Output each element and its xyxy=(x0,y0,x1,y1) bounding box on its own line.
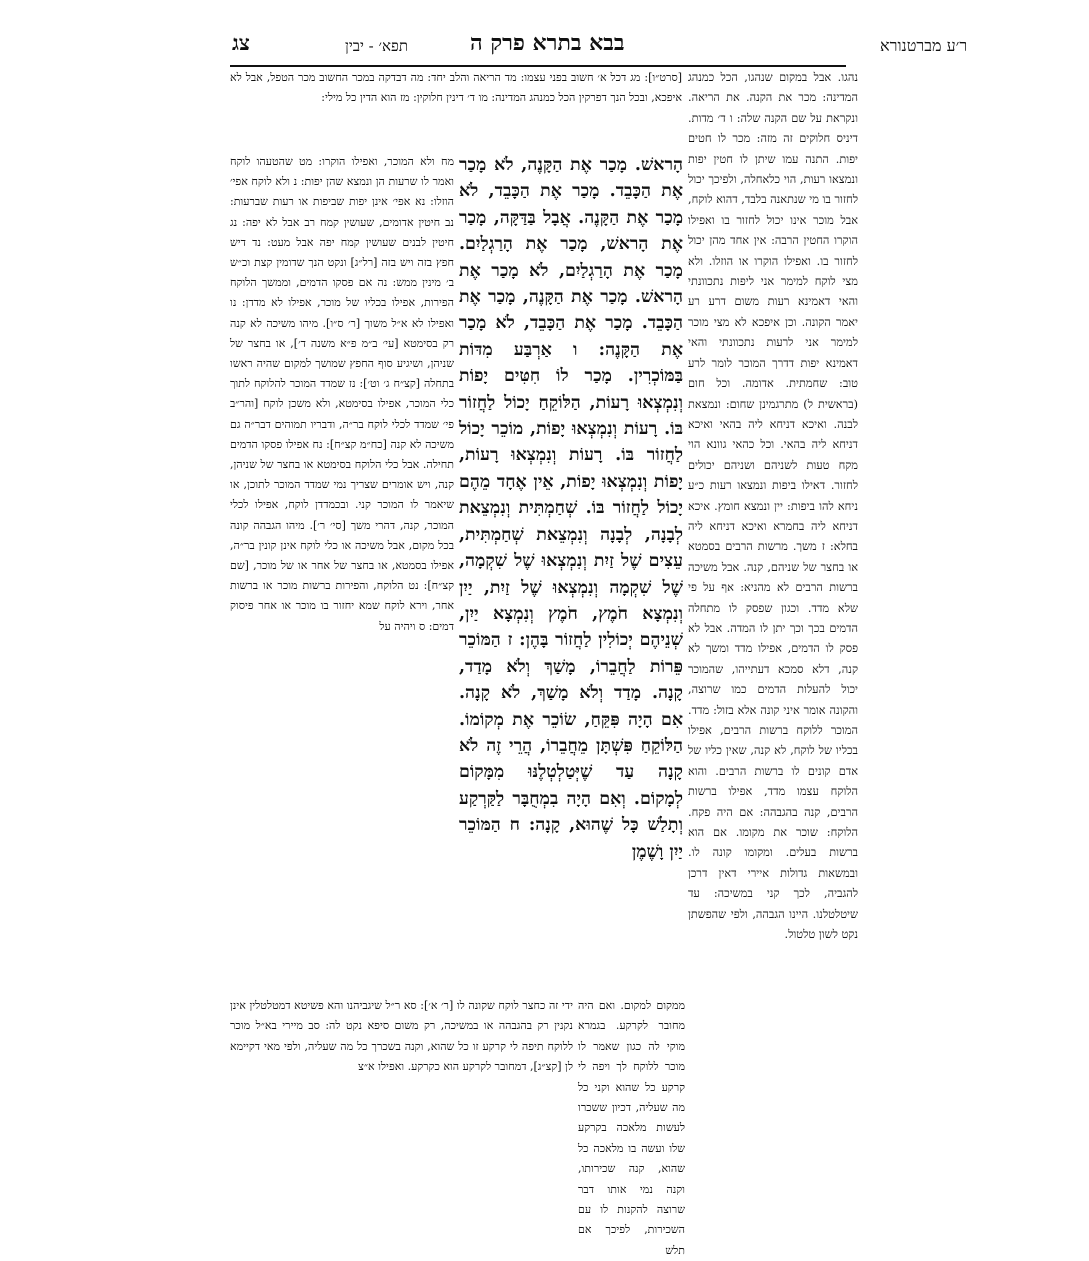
bottom-left-text: ידי זה כחצר לוקח שקונה לו [ר׳ א׳]: סא ר״ל שיגביהנו והא פשיטא דמטלטלין אינן נקנין רק בהגבהה או במשיכה, רק משום סיפא נקט לה: סב מיירי בא״ל מוכר ללוקח תיפה לי קרקע זו כל שהוא, וקנה בשכרך כל מה שעליה, ולפי מאי דקיימא לן [קצ״ג], דמחובר לקרקע הוא כקרקע. ואפילו א״צ xyxy=(230,999,573,1074)
line-range: תפא׳ - יבין xyxy=(345,37,408,55)
bartenura-text: נהגו. אבל במקום שנהגו, הכל כמנהג המדינה: מכר את הקנה. את הריאה. ונקראת על שם הקנה שלה: ו ד׳ מדות. דיניס חלוקים זה מזה: מכר לו חטים יפות. התנה עמו שיתן לו חטין יפות ונמצאו רעות, הוי כלאחלה, ולפיכך יכול לחזור בו מי שנתאנה בלבד, דהוא לוקח, אבל מוכר אינו יכול לחזור בו ואפילו הוקרו החטין הרבה: אין אחד מהן יכול לחזור בו. ואפילו הוקרו או הוזלו. ולא מצי לוקח למימר אני ליפות נתכוונתי והאי דאמינא רעות משום דרע רע יאמר הקונה. וכן איפכא לא מצי מוכר למימר אני לרעות נתכוונתי והאי דאמינא יפות דדרך המוכר לומר לרע טוב: שחמתית. אדומה. וכל חום (בראשית ל) מתרגמינן שחום: ונמצאת לבנה. ואיכא דניחא ליה בהאי ואיכא דניחא ליה בהאי. וכל כהאי גוונא הוי מקח טעות לשניהם ושניהם יכולים לחזור. דאילו ביפות ונמצאו רעות כ״ע ניחא להו ביפות: יין ונמצא חומץ. איכא דניחא ליה בחמרא ואיכא דניחא ליה בחלא: ז משך. מרשות הרבים בסמטא או בחצר של שניהם, קנה. אבל משיכה ברשות הרבים לא מהניא: אף על פי שלא מדד. וכגון שפסק לו מתחלה הדמים בכך וכך יתן לו המדה. אבל לא פסק לו הדמים, אפילו מדד ומשך לא קנה, דלא סמכא דעתייהו, שהמוכר יכול להעלות הדמים כמו שרוצה, והקונה אומר איני קונה אלא בזול: מדד. המוכר ללוקח ברשות הרבים, אפילו בכליו של לוקח, לא קנה, שאין כליו של אדם קונים לו ברשות הרבים. והוא הלוקח עצמו מדד, אפילו ברשות הרבים, קנה בהגבהה: אם היה פקח. הלוקח: שוכר את מקומו. אם הוא ברשות בעלים. ומקומו קונה לו. ובמשאות גדולות איירי דאין דרכן להגביה, לכך קני במשיכה: עד שיטלטלנו. היינו הגבהה, ולפי שהפשתן נקט לשון טלטול. xyxy=(688,71,858,942)
bottom-left-commentary xyxy=(230,996,573,1188)
mishnah-text: הָראשׁ. מָכַר אֶת הַקָּנֶה, לֹא מָכַר אֶת הַכָּבֵד. מָכַר אֶת הַכָּבֵד, לֹא מָכַר אֶת הַקָּנֶה. אֲבָל בַּדַּקָּה, מָכַר אֶת הָראשׁ, מָכַר אֶת הָרַגְלַיִם. מָכַר אֶת הָרַגְלַיִם, לֹא מָכַר אֶת הָראשׁ. מָכַר אֶת הַקָּנֶה, מָכַר אֶת הַכָּבֵד. מָכַר אֶת הַכָּבֵד, לֹא מָכַר אֶת הַקָּנֶה: ו אַרְבַּע מִדּוֹת בַּמּוֹכְרִין. מָכַר לוֹ חִטִּים יָפוֹת וְנִמְצְאוּ רָעוֹת, הַלּוֹקֵחַ יָכוֹל לַחֲזוֹר בּוֹ. רָעוֹת וְנִמְצְאוּ יָפוֹת, מוֹכֵר יָכוֹל לַחֲזוֹר בּוֹ. רָעוֹת וְנִמְצְאוּ רָעוֹת, יָפוֹת וְנִמְצְאוּ יָפוֹת, אֵין אֶחָד מֵהֶם יָכוֹל לַחֲזוֹר בּוֹ. שְׁחַמְתִּית וְנִמְצֵאת לְבָנָה, לְבָנָה וְנִמְצֵאת שְׁחַמְתִּית, עֵצִים שֶׁל זַיִת וְנִמְצְאוּ שֶׁל שִׁקְמָה, שֶׁל שִׁקְמָה וְנִמְצְאוּ שֶׁל זַיִת, יַיִן וְנִמְצָא חֹמֶץ, חֹמֶץ וְנִמְצָא יַיִן, שְׁנֵיהֶם יְכוֹלִין לַחֲזוֹר בָּהֶן: ז הַמּוֹכֵר פֵּרוֹת לַחֲבֵרוֹ, מָשַׁךְ וְלֹא מָדַד, קָנָה. מָדַד וְלֹא מָשַׁךְ, לֹא קָנָה. אִם הָיָה פִּקֵּחַ, שׂוֹכֵר אֶת מְקוֹמוֹ. הַלּוֹקֵחַ פִּשְׁתָּן מֵחֲבֵרוֹ, הֲרֵי זֶה לֹא קָנָה עַד שֶׁיְּטַלְטְלֶנּוּ מִמָּקוֹם לְמָקוֹם. וְאִם הָיָה בִמְחֻבָּר לַקַּרְקַע וְתָלַשׁ כָּל שֶׁהוּא, קָנָה: ח הַמּוֹכֵר יַיִן וָשֶׁמֶן xyxy=(459,155,683,862)
bartenura-commentary xyxy=(688,68,858,1188)
bottom-mid-commentary xyxy=(578,996,685,1257)
tosafot-yom-tov-column xyxy=(230,152,454,992)
bottom-mid-text: ממקום למקום. ואם היה מחובר לקרקע. בגמרא מוקי לה כגון שאמר לו מוכר ללוקח לך ויפה לי קרקע כל שהוא וקני כל מה שעליה, דכיון ששכרו לעשות מלאכה בקרקע שלו ועשה בו מלאכה כל שהוא, קנה שכירותו, וקנה נמי אותו דבר שרוצה להקנות לו עם השכירות, לפיכך אם תלש xyxy=(578,999,685,1257)
header-rule xyxy=(230,65,846,67)
page-title: בבא בתרא פרק ה xyxy=(470,30,625,56)
tosafot-top-block xyxy=(230,68,682,154)
page-number: צג xyxy=(232,30,250,55)
commentary-name: ר׳ע מברטנורא xyxy=(880,36,968,55)
tosafot-top-text: [סרט״ו]: מג דכל א׳ חשוב בפני עצמו: מד הריאה והלב יחד: מה דבדקה במכר החשוב מכר הטפל, אבל לא איפכא, ובכל הנך דפרקין הכל כמנהג המדינה: מו ד׳ דינין חלוקין: מז הוא הדין כל מילי: xyxy=(230,71,682,105)
tosafot-left-text: מח ולא המוכר, ואפילו הוקרו: מט שהטעהו לוקח ואמר לו שרעות הן ונמצא שהן יפות: נ ולא לוקח אפי׳ הוזלו: נא אפי׳ אינן יפות שביפות או רעות שברעות: נב חיטין אדומים, שעושין קמח רב אבל לא יפה: נג חיטין לבנים שעושין קמח יפה אבל מעט: נד דיש חפץ בזה ויש בזה [רל״ג] ונקט הנך שדומין קצת וכ״ש ב׳ מינין ממש: נה אם פסקו הדמים, וממשך הלוקח הפירות, אפילו בכליו של מוכר, אפילו לא מדדן: נו ואפילו לא א״ל משוך [ר׳ ס״ו]. מיהו משיכה לא קנה רק בסימטא [עי׳ ב״מ פ״א משנה ד׳], או בחצר של שניהן, ושיגיע סוף החפץ שמושך למקום שהיה ראשו בתחלה [קצ״ח ג׳ וט׳]: נז שמדד המוכר להלוקח לתוך כלי המוכר, אפילו בסימטא, ולא משכן לוקח [והר״ב פי׳ שמדד לכלי לוקח בר״ה, ודבריו תמוהים דבר״ה גם משיכה לא קנה [כח״מ קצ״ח]: נח אפילו פסקו הדמים תחילה. אבל כלי הלוקח בסימטא או בחצר של שניהן, קנה, ויש אומרים שצריך נמי שמדד המוכר לתוכן, או שיאמר לו המוכר קני. ובכמדדן לוקח, אפילו לכלי המוכר, קנה, דהרי משך [סי׳ ר׳]. מיהו הגבהה קונה בכל מקום, אבל משיכה או כלי לוקח אינן קונין בר״ה, אפילו בסמטא, או בחצר של אחר או של מוכר, [שם קצ״ח]: נט הלוקח, והפירות ברשות מוכר או ברשות אחר, וירא לוקח שמא יחזור בו מוכר או אחר פיסוק דמים: ס ויהיה על xyxy=(230,155,454,633)
mishnah-text-block xyxy=(459,152,683,992)
